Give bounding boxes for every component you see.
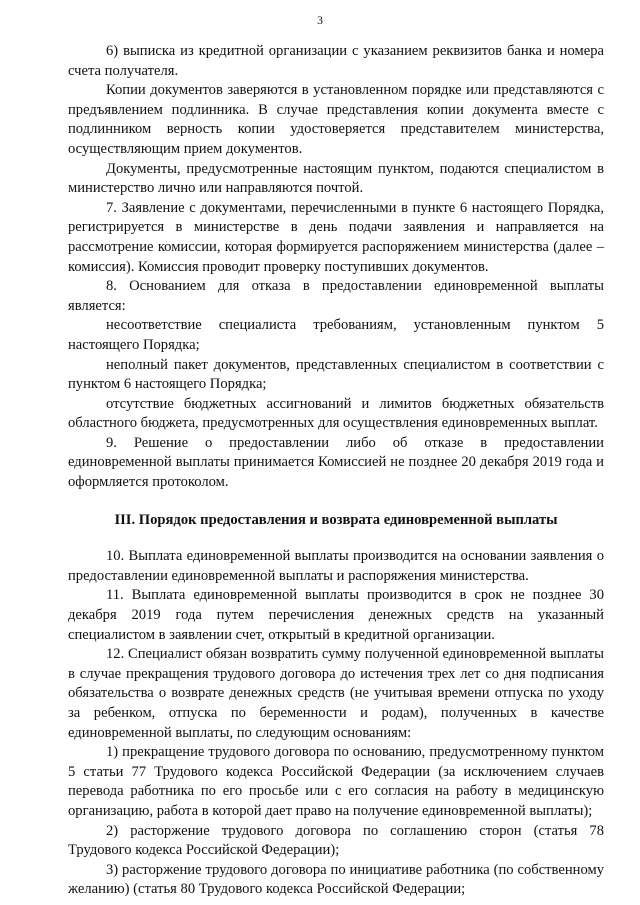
paragraph: 9. Решение о предоставлении либо об отказе в предоставлении единовременной выплаты принимается Комиссией не позднее 20 декабря 2019 года и оформляется протоколом. [68, 434, 604, 491]
paragraph: Копии документов заверяются в установленном порядке или представляются с предъявлением подлинника. В случае представления копии документа вместе с подлинником верность копии удостоверяется представителем министерства, осуществляющим прием документов. [68, 82, 604, 157]
paragraph: Документы, предусмотренные настоящим пунктом, подаются специалистом в министерство лично или направляются почтой. [68, 160, 604, 197]
paragraph: 11. Выплата единовременной выплаты производится в срок не позднее 30 декабря 2019 года путем перечисления денежных средств на указанный специалистом в заявлении счет, открытый в кредитной организации. [68, 587, 604, 643]
paragraph: 2) расторжение трудового договора по соглашению сторон (статья 78 Трудового кодекса Российской Федерации); [68, 822, 604, 859]
paragraph: 12. Специалист обязан возвратить сумму полученной единовременной выплаты в случае прекращения трудового договора до истечения трех лет со дня подписания обязательства о возврате денежных средств (не учитывая времени отпуска по уходу за ребенком, отпуска по беременности и родам), полученных в качестве единовременной выплаты, по следующим основаниям: [68, 646, 604, 741]
page-number: 3 [317, 13, 323, 27]
paragraph: 1) прекращение трудового договора по основанию, предусмотренному пунктом 5 статьи 77 Трудового кодекса Российской Федерации (за исключением случаев перевода работника по его просьбе или с его согласия на работу в медицинскую организацию, работа в которой дает право на получение единовременной выплаты); [68, 744, 604, 819]
paragraph: 6) выписка из кредитной организации с указанием реквизитов банка и номера счета получателя. [68, 43, 604, 79]
paragraph: неполный пакет документов, представленных специалистом в соответствии с пунктом 6 настоящего Порядка; [68, 356, 604, 393]
paragraph: 10. Выплата единовременной выплаты производится на основании заявления о предоставлении единовременной выплаты и распоряжения министерства. [68, 548, 604, 584]
paragraph: 8. Основанием для отказа в предоставлении единовременной выплаты является: [68, 278, 604, 314]
paragraph: 3) расторжение трудового договора по инициативе работника (по собственному желанию) (статья 80 Трудового кодекса Российской Федерации; [68, 861, 604, 898]
paragraph: отсутствие бюджетных ассигнований и лимитов бюджетных обязательств областного бюджета, предусмотренных для осуществления единовременных выплат. [68, 395, 604, 432]
section-heading: III. Порядок предоставления и возврата единовременной выплаты [114, 511, 558, 528]
paragraph: 7. Заявление с документами, перечисленными в пункте 6 настоящего Порядка, регистрируется в министерстве в день подачи заявления и направляется на рассмотрение комиссии, которая формируется распоряжением министерства (далее – комиссия). Комиссия проводит проверку поступивших документов. [68, 199, 604, 275]
paragraph: несоответствие специалиста требованиям, установленным пунктом 5 настоящего Порядка; [68, 317, 604, 353]
document-body [68, 42, 604, 900]
